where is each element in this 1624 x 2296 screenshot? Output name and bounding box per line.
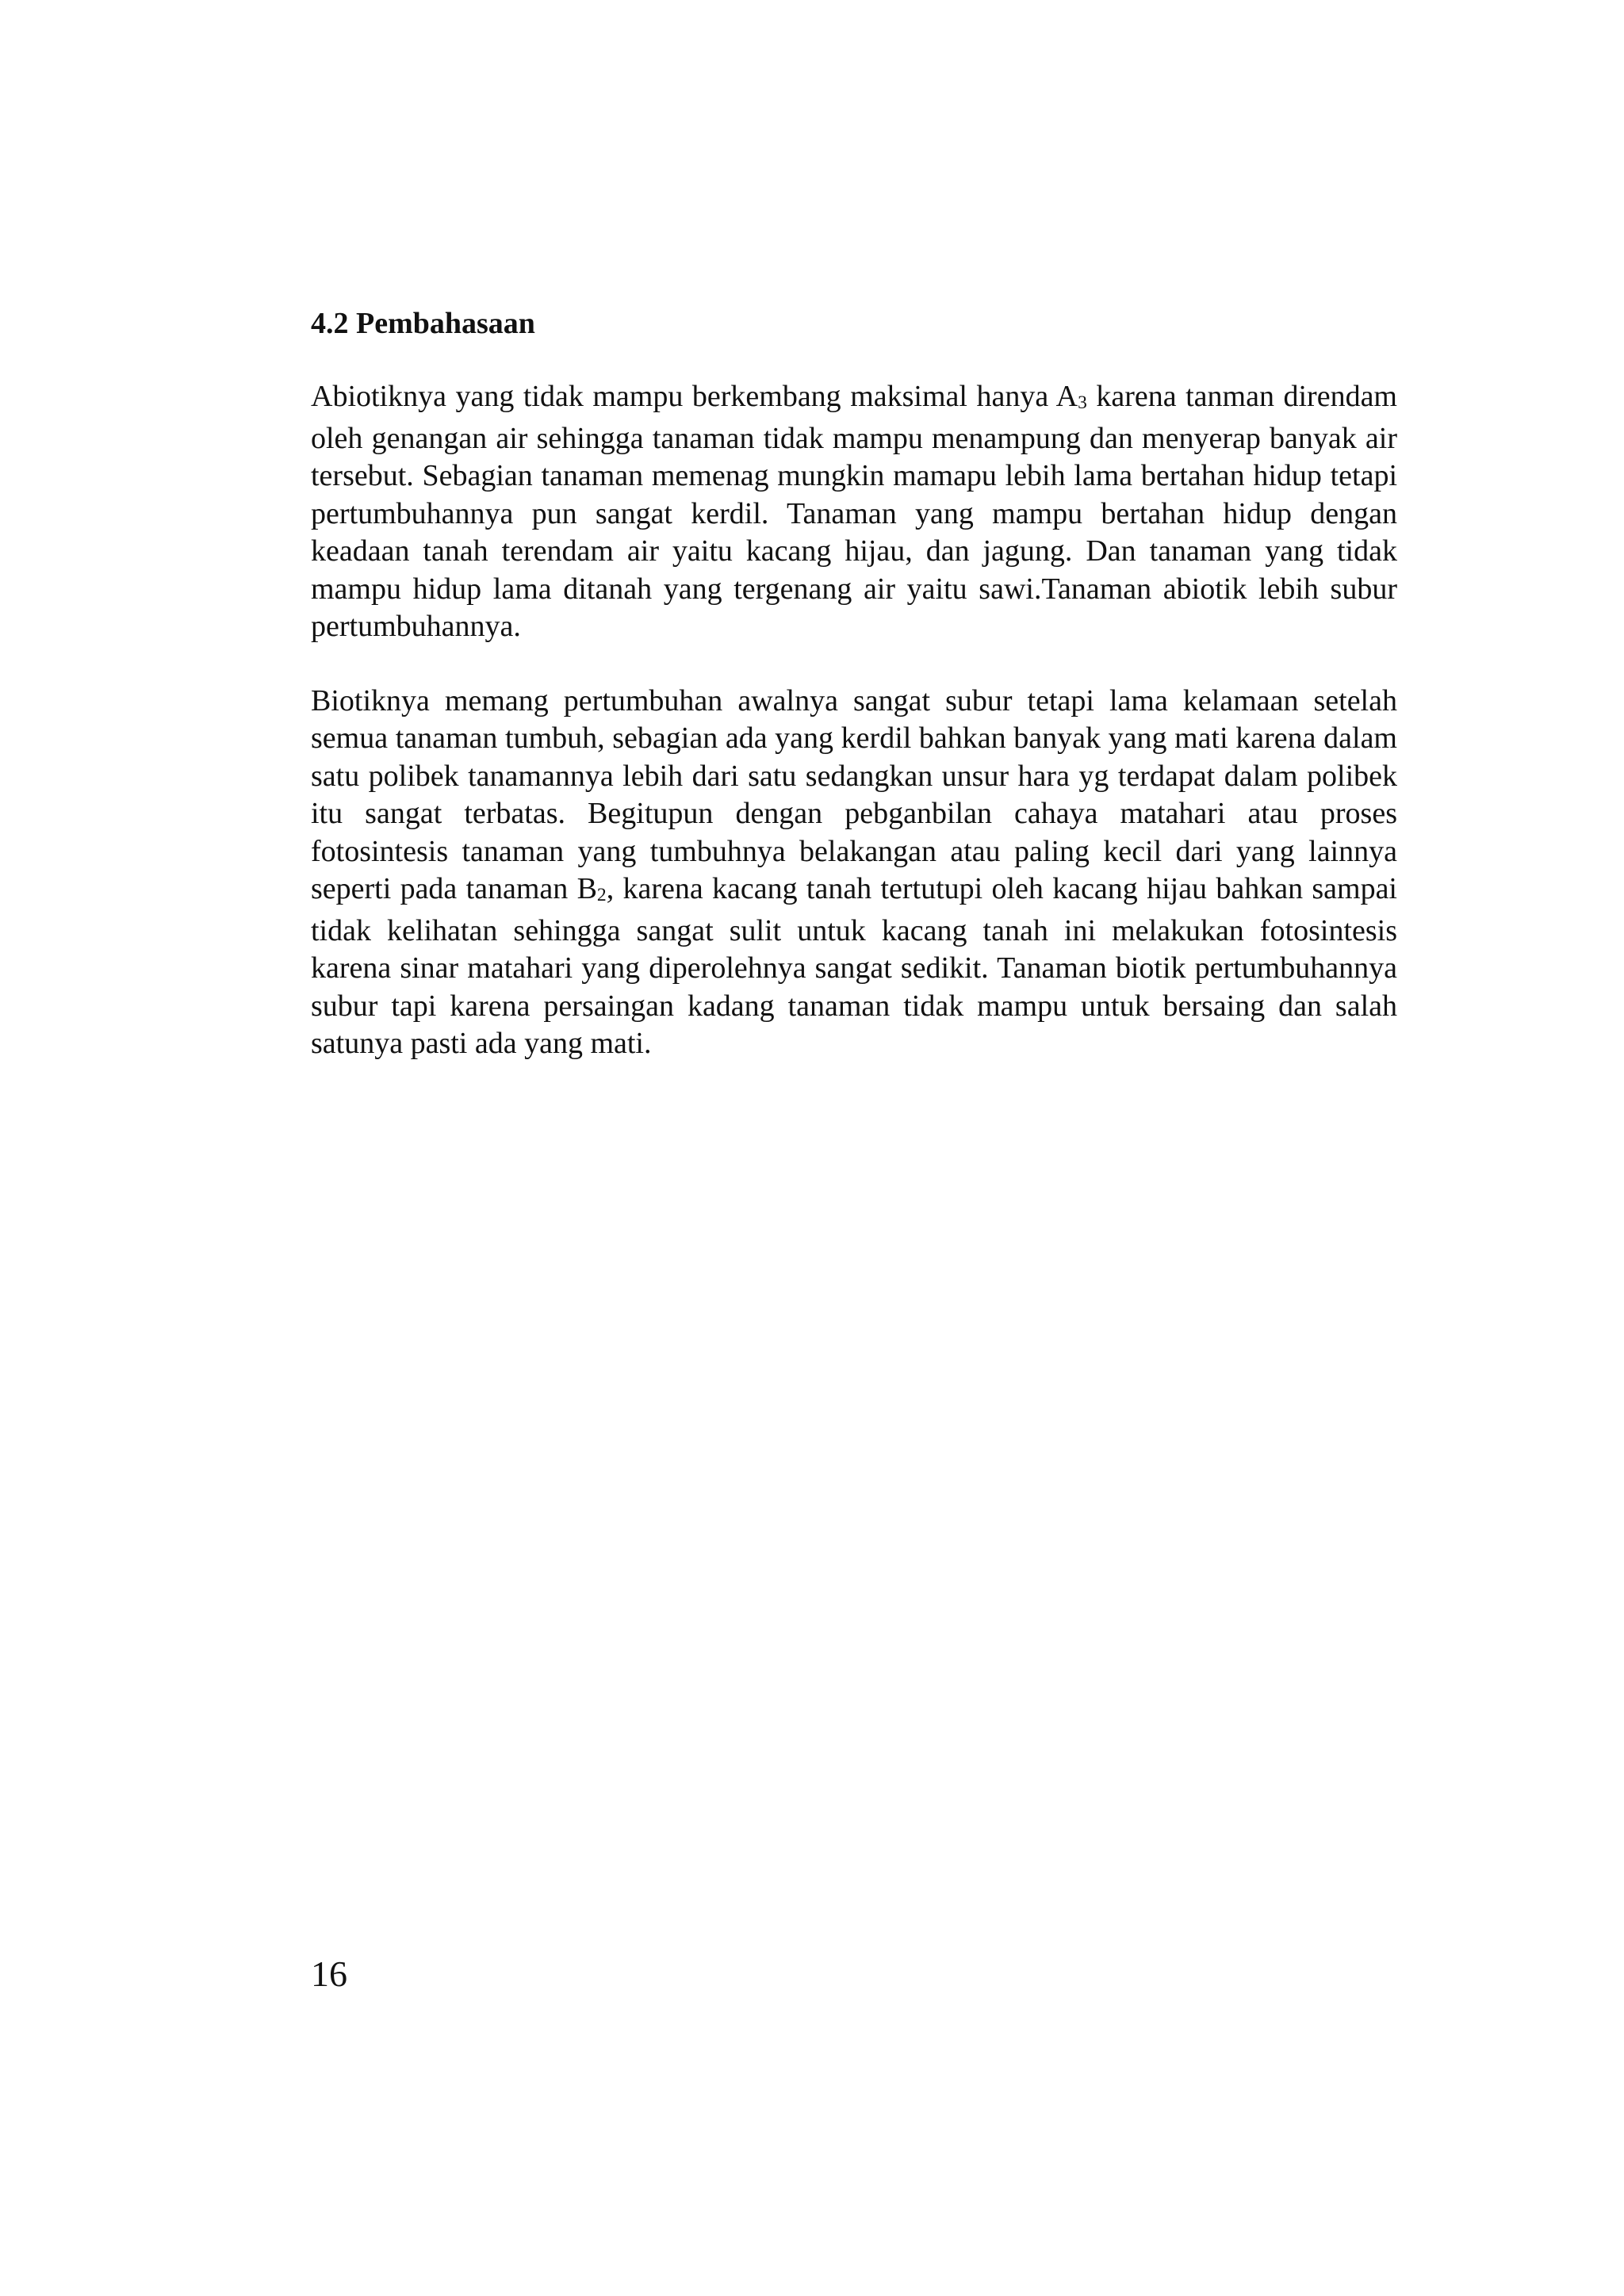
- page-content: [311, 304, 1397, 1100]
- paragraph-text: Biotiknya memang pertumbuhan awalnya sangat subur tetapi lama kelamaan setelah semua tanaman tumbuh, sebagian ada yang kerdil bahkan banyak yang mati karena dalam satu polibek tanamannya lebih dari satu sedangkan unsur hara yg terdapat dalam polibek itu sangat terbatas. Begitupun dengan pebganbilan cahaya matahari atau proses fotosintesis tanaman yang tumbuhnya belakangan atau paling kecil dari yang lainnya seperti pada tanaman B: [311, 683, 1397, 905]
- body-paragraph: [311, 683, 1397, 1063]
- paragraph-text: karena tanman direndam oleh genangan air sehingga tanaman tidak mampu menampung dan menyerap banyak air tersebut. Sebagian tanaman memenag mungkin mamapu lebih lama bertahan hidup tetapi pertumbuhannya pun sangat kerdil. Tanaman yang mampu bertahan hidup dengan keadaan tanah terendam air yaitu kacang hijau, dan jagung. Dan tanaman yang tidak mampu hidup lama ditanah yang tergenang air yaitu sawi.Tanaman abiotik lebih subur pertumbuhannya.: [311, 380, 1397, 643]
- paragraphs-container: [311, 378, 1397, 1063]
- page-number: 16: [311, 1954, 347, 1994]
- section-heading: 4.2 Pembahasaan: [311, 307, 535, 340]
- paragraph-text: Abiotiknya yang tidak mampu berkembang maksimal hanya A: [311, 380, 1078, 413]
- subscript: 3: [1078, 392, 1087, 413]
- subscript: 2: [596, 884, 607, 905]
- body-paragraph: [311, 378, 1397, 646]
- paragraph-text: , karena kacang tanah tertutupi oleh kacang hijau bahkan sampai tidak kelihatan sehingga sangat sulit untuk kacang tanah ini melakukan fotosintesis karena sinar matahari yang diperolehnya sangat sedikit. Tanaman biotik pertumbuhannya subur tapi karena persaingan kadang tanaman tidak mampu untuk bersaing dan salah satunya pasti ada yang mati.: [311, 872, 1397, 1060]
